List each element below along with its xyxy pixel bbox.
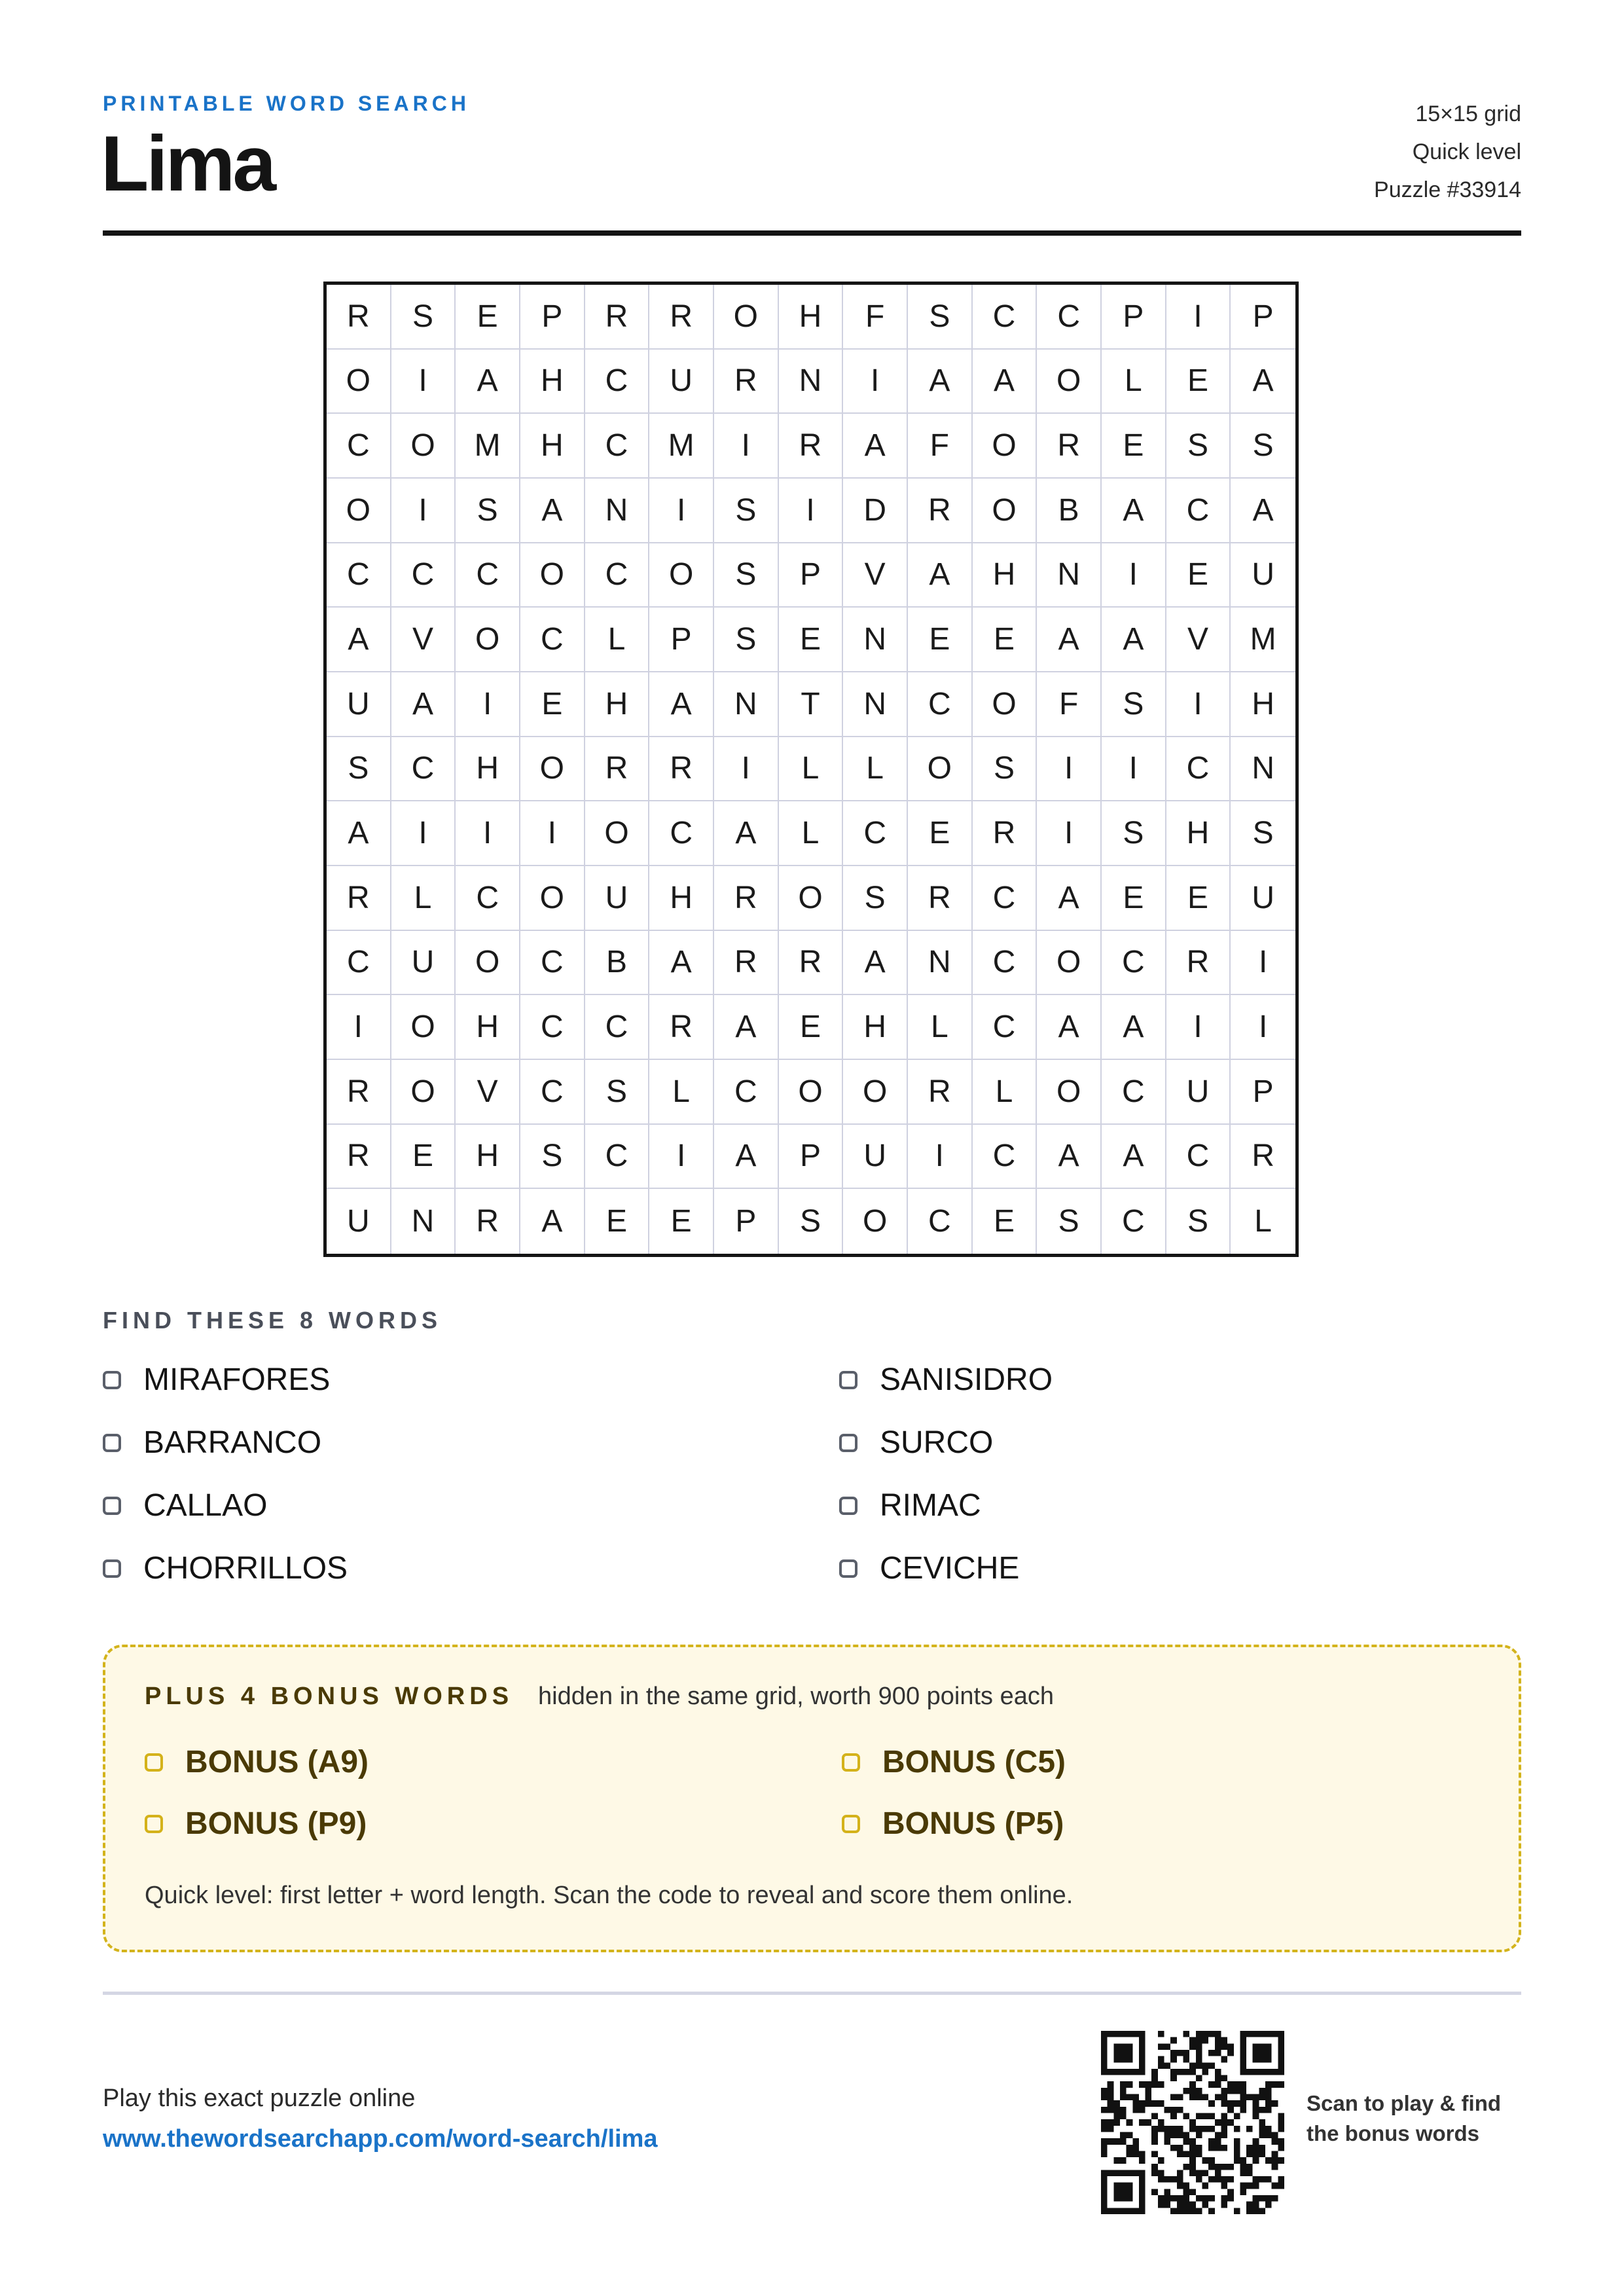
- grid-cell[interactable]: C: [973, 1125, 1038, 1190]
- grid-cell[interactable]: N: [1231, 737, 1295, 802]
- grid-cell[interactable]: C: [456, 866, 520, 931]
- grid-cell[interactable]: O: [973, 414, 1038, 479]
- grid-cell[interactable]: A: [714, 995, 779, 1060]
- grid-cell[interactable]: R: [779, 931, 844, 996]
- grid-cell[interactable]: H: [649, 866, 714, 931]
- bonus-title: PLUS 4 BONUS WORDS: [145, 1683, 514, 1710]
- grid-cell[interactable]: C: [714, 1060, 779, 1125]
- header-divider: [103, 230, 1521, 236]
- grid-cell[interactable]: E: [1166, 543, 1231, 608]
- grid-cell[interactable]: B: [1037, 479, 1102, 543]
- grid-cell[interactable]: A: [908, 543, 973, 608]
- grid-cell[interactable]: A: [327, 608, 391, 672]
- grid-cell[interactable]: C: [327, 414, 391, 479]
- grid-cell[interactable]: S: [1102, 801, 1166, 866]
- grid-cell[interactable]: M: [649, 414, 714, 479]
- grid-cell[interactable]: O: [327, 479, 391, 543]
- grid-cell[interactable]: U: [843, 1125, 908, 1190]
- grid-cell[interactable]: H: [456, 995, 520, 1060]
- grid-cell[interactable]: R: [908, 479, 973, 543]
- grid-cell[interactable]: R: [908, 866, 973, 931]
- word-item[interactable]: [103, 1487, 267, 1523]
- grid-cell[interactable]: S: [1231, 801, 1295, 866]
- checkbox-icon[interactable]: [842, 1815, 860, 1833]
- grid-cell[interactable]: S: [1166, 414, 1231, 479]
- grid-cell[interactable]: O: [714, 285, 779, 350]
- grid-cell[interactable]: I: [391, 801, 456, 866]
- grid-cell[interactable]: I: [714, 414, 779, 479]
- checkbox-icon[interactable]: [103, 1434, 121, 1452]
- grid-cell[interactable]: I: [843, 350, 908, 414]
- grid-cell[interactable]: C: [973, 931, 1038, 996]
- grid-cell[interactable]: S: [714, 543, 779, 608]
- grid-cell[interactable]: N: [908, 931, 973, 996]
- grid-cell[interactable]: C: [585, 350, 650, 414]
- grid-cell[interactable]: C: [1102, 1189, 1166, 1254]
- grid-cell[interactable]: C: [1037, 285, 1102, 350]
- grid-cell[interactable]: I: [1166, 995, 1231, 1060]
- bonus-label: BONUS (A9): [185, 1745, 369, 1779]
- grid-cell[interactable]: A: [1102, 1125, 1166, 1190]
- grid-cell[interactable]: P: [1231, 285, 1295, 350]
- grid-cell[interactable]: S: [585, 1060, 650, 1125]
- grid-cell[interactable]: A: [649, 672, 714, 737]
- grid-cell[interactable]: I: [391, 479, 456, 543]
- grid-cell[interactable]: C: [520, 995, 585, 1060]
- grid-cell[interactable]: E: [779, 995, 844, 1060]
- bonus-label: BONUS (P5): [882, 1806, 1064, 1841]
- checkbox-icon[interactable]: [103, 1559, 121, 1578]
- grid-cell[interactable]: S: [973, 737, 1038, 802]
- grid-cell[interactable]: R: [649, 285, 714, 350]
- grid-cell[interactable]: U: [649, 350, 714, 414]
- grid-cell[interactable]: S: [1231, 414, 1295, 479]
- grid-cell[interactable]: P: [714, 1189, 779, 1254]
- grid-cell[interactable]: C: [520, 1060, 585, 1125]
- grid-cell[interactable]: O: [520, 543, 585, 608]
- grid-cell[interactable]: I: [1231, 931, 1295, 996]
- checkbox-icon[interactable]: [839, 1559, 857, 1578]
- word-label: SANISIDRO: [880, 1362, 1053, 1397]
- grid-cell[interactable]: F: [843, 285, 908, 350]
- grid-cell[interactable]: U: [585, 866, 650, 931]
- word-label: CALLAO: [143, 1488, 268, 1523]
- grid-cell[interactable]: V: [1166, 608, 1231, 672]
- grid-cell[interactable]: O: [779, 1060, 844, 1125]
- grid-cell[interactable]: A: [327, 801, 391, 866]
- grid-cell[interactable]: C: [1166, 1125, 1231, 1190]
- grid-cell[interactable]: I: [714, 737, 779, 802]
- grid-cell[interactable]: A: [1037, 1125, 1102, 1190]
- grid-cell[interactable]: I: [1166, 672, 1231, 737]
- grid-cell[interactable]: E: [585, 1189, 650, 1254]
- grid-cell[interactable]: I: [327, 995, 391, 1060]
- checkbox-icon[interactable]: [145, 1753, 163, 1772]
- grid-cell[interactable]: C: [585, 995, 650, 1060]
- grid-cell[interactable]: S: [327, 737, 391, 802]
- grid-cell[interactable]: S: [391, 285, 456, 350]
- grid-cell[interactable]: S: [1037, 1189, 1102, 1254]
- grid-cell[interactable]: A: [843, 931, 908, 996]
- grid-cell[interactable]: S: [779, 1189, 844, 1254]
- grid-cell[interactable]: L: [649, 1060, 714, 1125]
- grid-cell[interactable]: A: [1037, 995, 1102, 1060]
- grid-cell[interactable]: R: [585, 737, 650, 802]
- grid-cell[interactable]: P: [779, 1125, 844, 1190]
- grid-cell[interactable]: L: [779, 801, 844, 866]
- grid-cell[interactable]: O: [391, 995, 456, 1060]
- grid-cell[interactable]: F: [1037, 672, 1102, 737]
- grid-cell[interactable]: V: [843, 543, 908, 608]
- grid-cell[interactable]: H: [520, 414, 585, 479]
- grid-cell[interactable]: P: [1231, 1060, 1295, 1125]
- grid-cell[interactable]: R: [1166, 931, 1231, 996]
- grid-cell[interactable]: I: [1037, 801, 1102, 866]
- bonus-label: BONUS (P9): [185, 1806, 367, 1841]
- grid-cell[interactable]: S: [843, 866, 908, 931]
- checkbox-icon[interactable]: [839, 1497, 857, 1515]
- grid-cell[interactable]: E: [1102, 414, 1166, 479]
- grid-cell[interactable]: R: [908, 1060, 973, 1125]
- grid-cell[interactable]: L: [585, 608, 650, 672]
- grid-cell[interactable]: O: [456, 608, 520, 672]
- grid-cell[interactable]: P: [1102, 285, 1166, 350]
- grid-cell[interactable]: I: [1166, 285, 1231, 350]
- qr-caption-line: Scan to play & find: [1307, 2091, 1502, 2115]
- grid-cell[interactable]: E: [1102, 866, 1166, 931]
- grid-cell[interactable]: N: [779, 350, 844, 414]
- puzzle-number: Puzzle #33914: [1374, 177, 1521, 202]
- bonus-heading: [145, 1683, 1054, 1711]
- grid-cell[interactable]: C: [456, 543, 520, 608]
- word-item[interactable]: [839, 1425, 993, 1461]
- grid-cell[interactable]: R: [649, 737, 714, 802]
- grid-cell[interactable]: L: [973, 1060, 1038, 1125]
- checkbox-icon[interactable]: [839, 1371, 857, 1389]
- grid-cell[interactable]: I: [1037, 737, 1102, 802]
- grid-cell[interactable]: I: [649, 479, 714, 543]
- grid-cell[interactable]: S: [520, 1125, 585, 1190]
- grid-cell[interactable]: C: [327, 931, 391, 996]
- grid-cell[interactable]: I: [649, 1125, 714, 1190]
- qr-caption-line: the bonus words: [1307, 2121, 1479, 2145]
- grid-cell[interactable]: F: [908, 414, 973, 479]
- grid-cell[interactable]: A: [1231, 350, 1295, 414]
- grid-cell[interactable]: E: [1166, 350, 1231, 414]
- grid-cell[interactable]: B: [585, 931, 650, 996]
- bonus-subtitle: hidden in the same grid, worth 900 points each: [538, 1683, 1054, 1710]
- grid-cell[interactable]: O: [391, 414, 456, 479]
- grid-cell[interactable]: R: [973, 801, 1038, 866]
- grid-cell[interactable]: E: [973, 608, 1038, 672]
- grid-cell[interactable]: N: [714, 672, 779, 737]
- grid-cell[interactable]: S: [908, 285, 973, 350]
- kicker-label: PRINTABLE WORD SEARCH: [103, 92, 470, 115]
- grid-cell[interactable]: A: [649, 931, 714, 996]
- bonus-panel: [103, 1645, 1521, 1952]
- qr-code-icon[interactable]: [1101, 2031, 1284, 2214]
- checkbox-icon[interactable]: [103, 1371, 121, 1389]
- grid-cell[interactable]: C: [1102, 1060, 1166, 1125]
- grid-cell[interactable]: P: [649, 608, 714, 672]
- grid-cell[interactable]: H: [1231, 672, 1295, 737]
- grid-cell[interactable]: L: [1102, 350, 1166, 414]
- grid-cell[interactable]: C: [843, 801, 908, 866]
- grid-cell[interactable]: O: [520, 866, 585, 931]
- grid-cell[interactable]: C: [327, 543, 391, 608]
- grid-cell[interactable]: L: [1254, 1204, 1272, 1239]
- grid-cell[interactable]: L: [779, 737, 844, 802]
- grid-cell[interactable]: E: [1166, 866, 1231, 931]
- grid-cell[interactable]: O: [779, 866, 844, 931]
- grid-cell[interactable]: R: [585, 285, 650, 350]
- word-label: MIRAFORES: [143, 1362, 331, 1397]
- grid-cell[interactable]: H: [585, 672, 650, 737]
- grid-cell[interactable]: E: [779, 608, 844, 672]
- grid-cell[interactable]: A: [520, 479, 585, 543]
- grid-cell[interactable]: C: [973, 285, 1038, 350]
- grid-cell[interactable]: E: [908, 608, 973, 672]
- grid-cell[interactable]: A: [391, 672, 456, 737]
- grid-cell[interactable]: S: [714, 479, 779, 543]
- grid-cell[interactable]: O: [520, 737, 585, 802]
- grid-cell[interactable]: U: [327, 1189, 391, 1254]
- grid-cell[interactable]: I: [520, 801, 585, 866]
- letter-grid[interactable]: [323, 282, 1299, 1257]
- grid-cell[interactable]: A: [1037, 608, 1102, 672]
- grid-cell[interactable]: E: [973, 1189, 1038, 1254]
- grid-cell[interactable]: C: [973, 866, 1038, 931]
- grid-cell[interactable]: T: [779, 672, 844, 737]
- bonus-label: BONUS (C5): [882, 1745, 1066, 1779]
- grid-cell[interactable]: M: [1231, 608, 1295, 672]
- grid-cell[interactable]: E: [520, 672, 585, 737]
- checkbox-icon[interactable]: [145, 1815, 163, 1833]
- grid-cell[interactable]: C: [391, 543, 456, 608]
- grid-cell[interactable]: O: [1037, 1060, 1102, 1125]
- grid-cell[interactable]: O: [843, 1060, 908, 1125]
- grid-cell[interactable]: N: [585, 479, 650, 543]
- grid-cell[interactable]: C: [585, 543, 650, 608]
- grid-cell[interactable]: R: [714, 866, 779, 931]
- grid-cell[interactable]: H: [843, 995, 908, 1060]
- bonus-item[interactable]: [842, 1806, 1064, 1842]
- grid-cell[interactable]: A: [520, 1189, 585, 1254]
- word-item[interactable]: [103, 1425, 321, 1461]
- grid-cell[interactable]: S: [456, 479, 520, 543]
- grid-cell[interactable]: C: [973, 995, 1038, 1060]
- grid-cell[interactable]: S: [1102, 672, 1166, 737]
- grid-cell[interactable]: O: [843, 1189, 908, 1254]
- grid-cell[interactable]: O: [391, 1060, 456, 1125]
- grid-cell[interactable]: I: [779, 479, 844, 543]
- grid-cell[interactable]: L: [843, 737, 908, 802]
- grid-cell[interactable]: C: [908, 672, 973, 737]
- grid-cell[interactable]: R: [714, 931, 779, 996]
- grid-cell[interactable]: I: [456, 801, 520, 866]
- grid-cell[interactable]: C: [520, 931, 585, 996]
- grid-cell[interactable]: V: [391, 608, 456, 672]
- grid-cell[interactable]: I: [391, 350, 456, 414]
- grid-cell[interactable]: C: [649, 801, 714, 866]
- bonus-item[interactable]: [145, 1806, 367, 1842]
- grid-cell[interactable]: I: [908, 1125, 973, 1190]
- grid-cell[interactable]: C: [1102, 931, 1166, 996]
- grid-cell[interactable]: N: [843, 608, 908, 672]
- grid-cell[interactable]: S: [1166, 1189, 1231, 1254]
- word-item[interactable]: [839, 1550, 1019, 1586]
- grid-cell[interactable]: H: [973, 543, 1038, 608]
- word-item[interactable]: [839, 1487, 981, 1523]
- grid-cell[interactable]: O: [1037, 931, 1102, 996]
- word-item[interactable]: [103, 1550, 348, 1586]
- grid-cell[interactable]: H: [456, 1125, 520, 1190]
- level-label: Quick level: [1412, 139, 1521, 164]
- grid-size: 15×15 grid: [1415, 101, 1521, 126]
- grid-cell[interactable]: E: [908, 801, 973, 866]
- grid-cell[interactable]: A: [908, 350, 973, 414]
- word-item[interactable]: [839, 1362, 1053, 1398]
- word-item[interactable]: [103, 1362, 330, 1398]
- grid-cell[interactable]: P: [520, 285, 585, 350]
- grid-cell[interactable]: R: [327, 1125, 391, 1190]
- grid-cell[interactable]: R: [456, 1189, 520, 1254]
- grid-cell[interactable]: I: [456, 672, 520, 737]
- grid-cell[interactable]: E: [391, 1125, 456, 1190]
- grid-cell[interactable]: C: [585, 1125, 650, 1190]
- grid-cell[interactable]: D: [843, 479, 908, 543]
- grid-cell[interactable]: C: [1166, 737, 1231, 802]
- grid-cell[interactable]: C: [520, 608, 585, 672]
- page-title: Lima: [101, 120, 274, 208]
- grid-cell[interactable]: O: [585, 801, 650, 866]
- grid-cell[interactable]: A: [1231, 479, 1295, 543]
- grid-cell[interactable]: H: [456, 737, 520, 802]
- grid-cell[interactable]: A: [714, 801, 779, 866]
- grid-cell[interactable]: N: [391, 1189, 456, 1254]
- play-online-text: Play this exact puzzle online: [103, 2085, 416, 2112]
- grid-cell[interactable]: V: [456, 1060, 520, 1125]
- grid-cell[interactable]: H: [1166, 801, 1231, 866]
- grid-cell[interactable]: O: [649, 543, 714, 608]
- grid-cell[interactable]: R: [1231, 1125, 1295, 1190]
- grid-cell[interactable]: C: [391, 737, 456, 802]
- grid-cell[interactable]: O: [973, 479, 1038, 543]
- grid-cell[interactable]: A: [1102, 608, 1166, 672]
- grid-cell[interactable]: A: [843, 414, 908, 479]
- grid-cell[interactable]: U: [1231, 543, 1295, 608]
- grid-cell[interactable]: M: [456, 414, 520, 479]
- grid-cell[interactable]: O: [908, 737, 973, 802]
- bonus-note: Quick level: first letter + word length. Scan the code to reveal and score them online.: [145, 1882, 1074, 1909]
- grid-cell[interactable]: A: [1037, 866, 1102, 931]
- words-heading: FIND THESE 8 WORDS: [103, 1307, 442, 1334]
- grid-cell[interactable]: E: [456, 285, 520, 350]
- grid-cell[interactable]: A: [456, 350, 520, 414]
- grid-cell[interactable]: I: [1102, 737, 1166, 802]
- grid-cell[interactable]: O: [456, 931, 520, 996]
- word-label: RIMAC: [880, 1488, 981, 1523]
- grid-cell[interactable]: U: [391, 931, 456, 996]
- grid-cell[interactable]: R: [327, 1060, 391, 1125]
- grid-cell[interactable]: O: [327, 350, 391, 414]
- word-label: CEVICHE: [880, 1551, 1020, 1586]
- grid-cell[interactable]: A: [714, 1125, 779, 1190]
- grid-cell[interactable]: A: [1102, 479, 1166, 543]
- bonus-item[interactable]: [842, 1744, 1066, 1780]
- grid-cell[interactable]: C: [908, 1189, 973, 1254]
- grid-cell[interactable]: E: [649, 1189, 714, 1254]
- grid-cell[interactable]: A: [1102, 995, 1166, 1060]
- word-label: SURCO: [880, 1425, 994, 1460]
- grid-cell[interactable]: O: [1037, 350, 1102, 414]
- checkbox-icon[interactable]: [103, 1497, 121, 1515]
- footer-divider: [103, 1992, 1521, 1995]
- grid-cell[interactable]: S: [714, 608, 779, 672]
- qr-caption: [1307, 2088, 1501, 2149]
- grid-cell[interactable]: R: [649, 995, 714, 1060]
- grid-cell[interactable]: P: [779, 543, 844, 608]
- grid-cell[interactable]: O: [973, 672, 1038, 737]
- grid-cell[interactable]: A: [973, 350, 1038, 414]
- grid-cell[interactable]: R: [327, 866, 391, 931]
- grid-cell[interactable]: R: [779, 414, 844, 479]
- grid-cell[interactable]: R: [1037, 414, 1102, 479]
- grid-cell[interactable]: R: [714, 350, 779, 414]
- grid-cell[interactable]: U: [1166, 1060, 1231, 1125]
- checkbox-icon[interactable]: [839, 1434, 857, 1452]
- grid-cell[interactable]: N: [1037, 543, 1102, 608]
- grid-cell[interactable]: I: [1102, 543, 1166, 608]
- grid-cell[interactable]: C: [1166, 479, 1231, 543]
- grid-cell[interactable]: H: [779, 285, 844, 350]
- word-label: BARRANCO: [143, 1425, 322, 1460]
- grid-cell[interactable]: U: [1231, 866, 1295, 931]
- grid-cell[interactable]: I: [1231, 995, 1295, 1060]
- grid-cell[interactable]: U: [327, 672, 391, 737]
- grid-cell[interactable]: L: [391, 866, 456, 931]
- grid-cell[interactable]: H: [520, 350, 585, 414]
- grid-cell[interactable]: C: [585, 414, 650, 479]
- bonus-item[interactable]: [145, 1744, 369, 1780]
- puzzle-meta: [1374, 95, 1521, 209]
- checkbox-icon[interactable]: [842, 1753, 860, 1772]
- grid-cell[interactable]: L: [908, 995, 973, 1060]
- grid-cell[interactable]: N: [843, 672, 908, 737]
- grid-cell[interactable]: R: [327, 285, 391, 350]
- puzzle-url-link[interactable]: www.thewordsearchapp.com/word-search/lima: [103, 2125, 658, 2153]
- word-label: CHORRILLOS: [143, 1551, 348, 1586]
